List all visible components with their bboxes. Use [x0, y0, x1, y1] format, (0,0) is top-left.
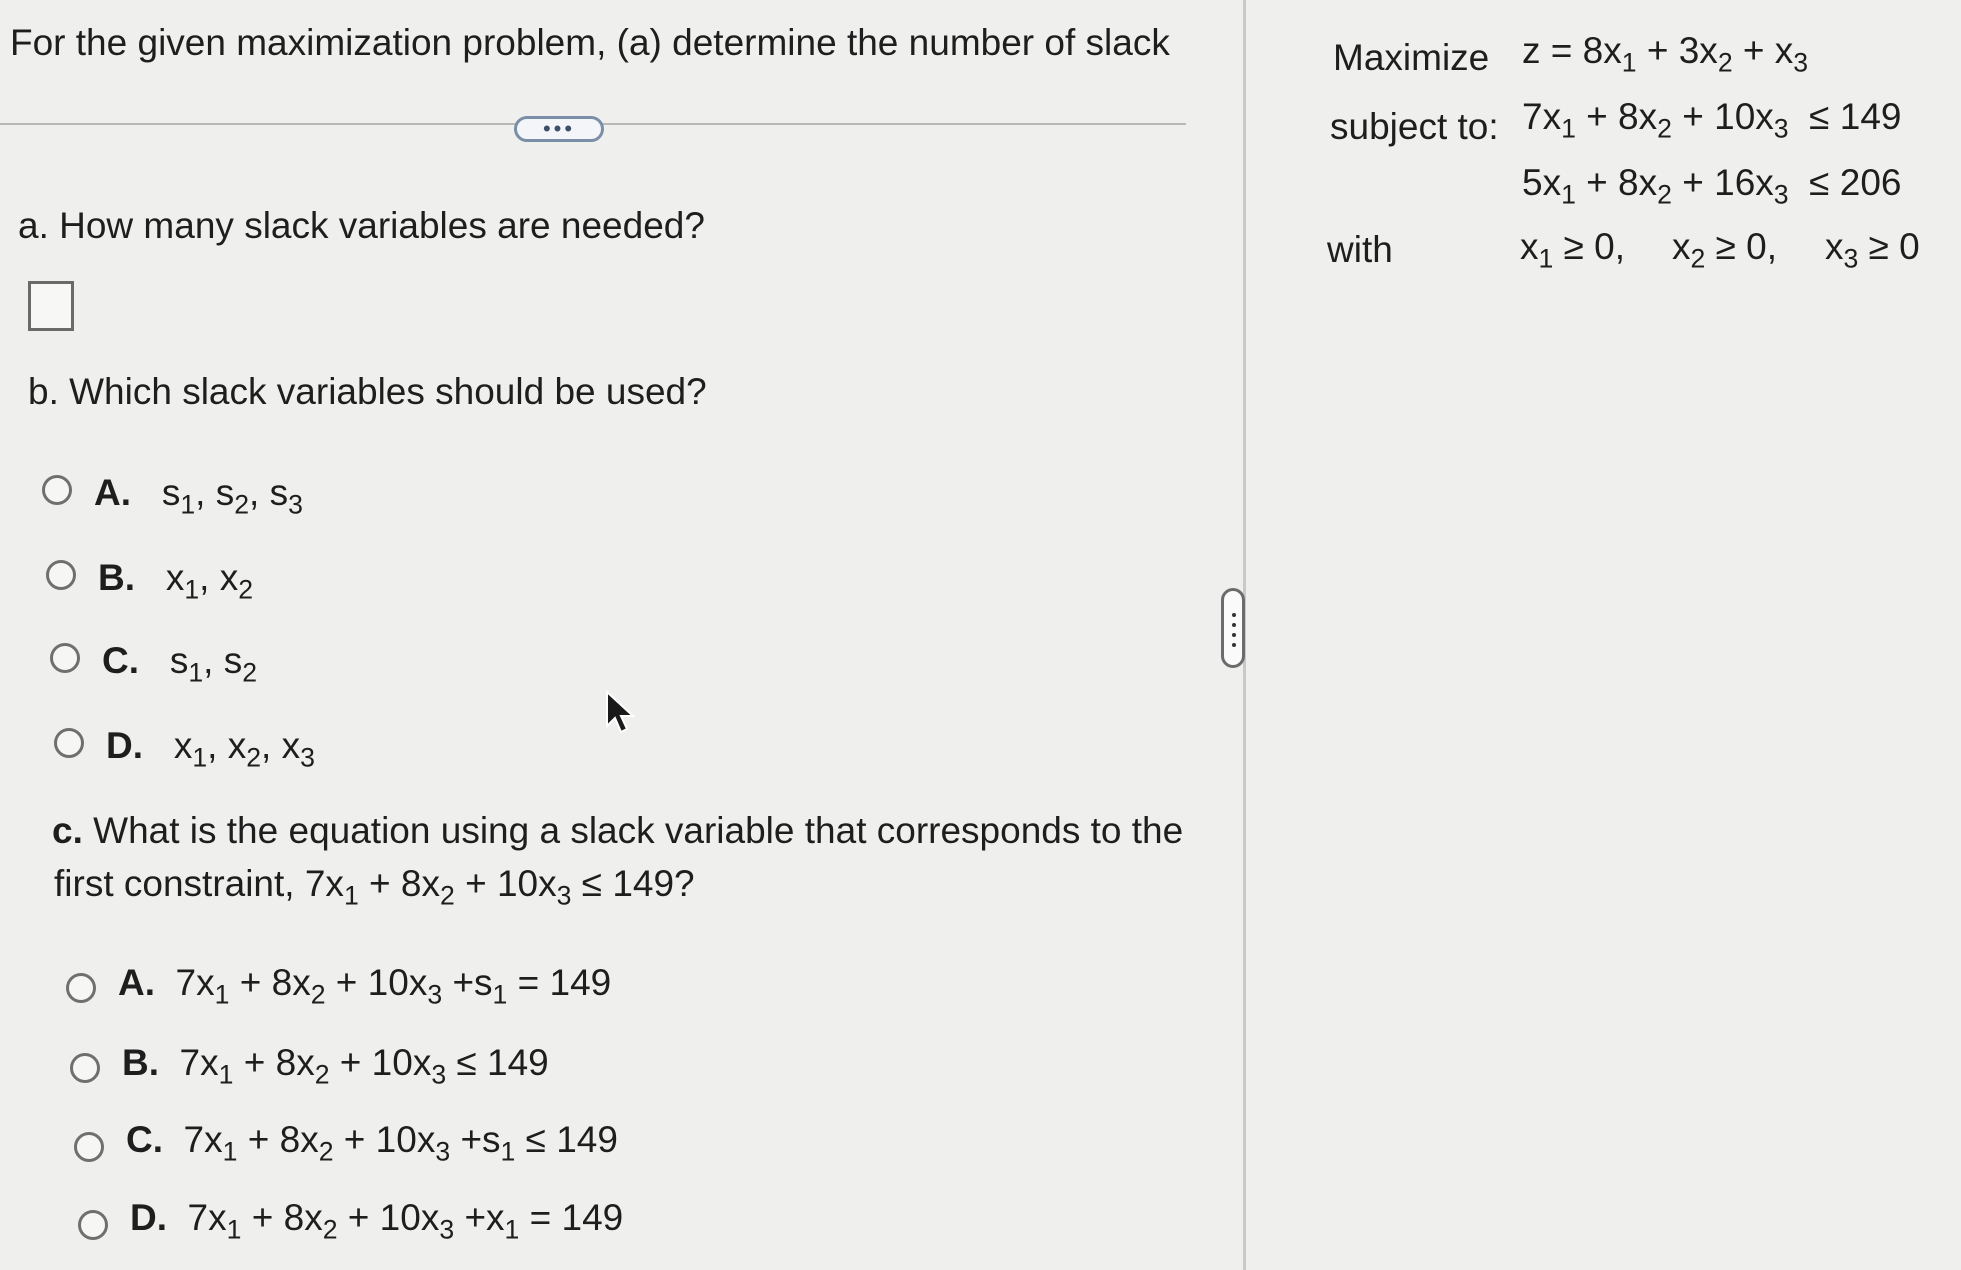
- slack-count-input[interactable]: [28, 281, 74, 331]
- expand-instructions-button[interactable]: [514, 116, 604, 142]
- part-b-option-a[interactable]: A. $s_1$, $s_2$, $s_3$: [94, 472, 303, 520]
- part-b-option-c[interactable]: C. $s_1$, $s_2$: [102, 640, 258, 688]
- maximize-label: Maximize: [1333, 37, 1490, 78]
- part-c-option-c-radio[interactable]: [74, 1132, 104, 1162]
- intro-text: For the given maximization problem, (a) determine the number of slack: [10, 22, 1170, 63]
- with-label: with: [1327, 229, 1393, 270]
- part-c-option-b[interactable]: B. $7x_1 + 8x_2 + 10x_3 \le 149$: [122, 1042, 549, 1090]
- part-c-option-a-radio[interactable]: [66, 973, 96, 1003]
- part-c-question-line2: first constraint, $7x_1 + 8x_2 + 10x_3 \le 149$?: [54, 863, 695, 911]
- part-b-option-a-radio[interactable]: [42, 475, 72, 505]
- part-a-question: a. How many slack variables are needed?: [18, 205, 705, 246]
- pane-resize-handle[interactable]: [1221, 588, 1245, 668]
- constraint-2: $5x_1 + 8x_2 + 16x_3 \le 206$: [1522, 162, 1902, 210]
- part-b-question: b. Which slack variables should be used?: [28, 371, 707, 412]
- objective-function: $z = 8x_1 + 3x_2 + x_3$: [1522, 30, 1809, 78]
- part-c-option-d-radio[interactable]: [78, 1210, 108, 1240]
- part-b-option-b[interactable]: B. $x_1$, $x_2$: [98, 557, 254, 605]
- constraint-1: $7x_1 + 8x_2 + 10x_3 \le 149$: [1522, 96, 1902, 144]
- mouse-cursor-icon: [604, 690, 638, 736]
- subject-to-label: subject to:: [1330, 106, 1499, 147]
- part-c-question-line1: c. What is the equation using a slack variable that corresponds to the: [52, 810, 1184, 851]
- nonnegativity-x3: $x_3 \ge 0$: [1825, 226, 1920, 274]
- part-c-option-c[interactable]: C. $7x_1 + 8x_2 + 10x_3 +s_1 \le 149$: [126, 1119, 618, 1167]
- part-b-option-b-radio[interactable]: [46, 560, 76, 590]
- part-c-option-d[interactable]: D. $7x_1 + 8x_2 + 10x_3 +x_1 = 149$: [130, 1197, 624, 1245]
- more-dots-icon: •••: [542, 116, 576, 141]
- part-c-option-b-radio[interactable]: [70, 1053, 100, 1083]
- part-b-option-c-radio[interactable]: [50, 643, 80, 673]
- nonnegativity-x1: $x_1 \ge 0$,: [1520, 226, 1626, 274]
- part-c-option-a[interactable]: A. $7x_1 + 8x_2 + 10x_3 +s_1 = 149$: [118, 962, 612, 1010]
- part-b-option-d[interactable]: D. $x_1$, $x_2$, $x_3$: [106, 725, 315, 773]
- nonnegativity-x2: $x_2 \ge 0$,: [1672, 226, 1778, 274]
- part-b-option-d-radio[interactable]: [54, 728, 84, 758]
